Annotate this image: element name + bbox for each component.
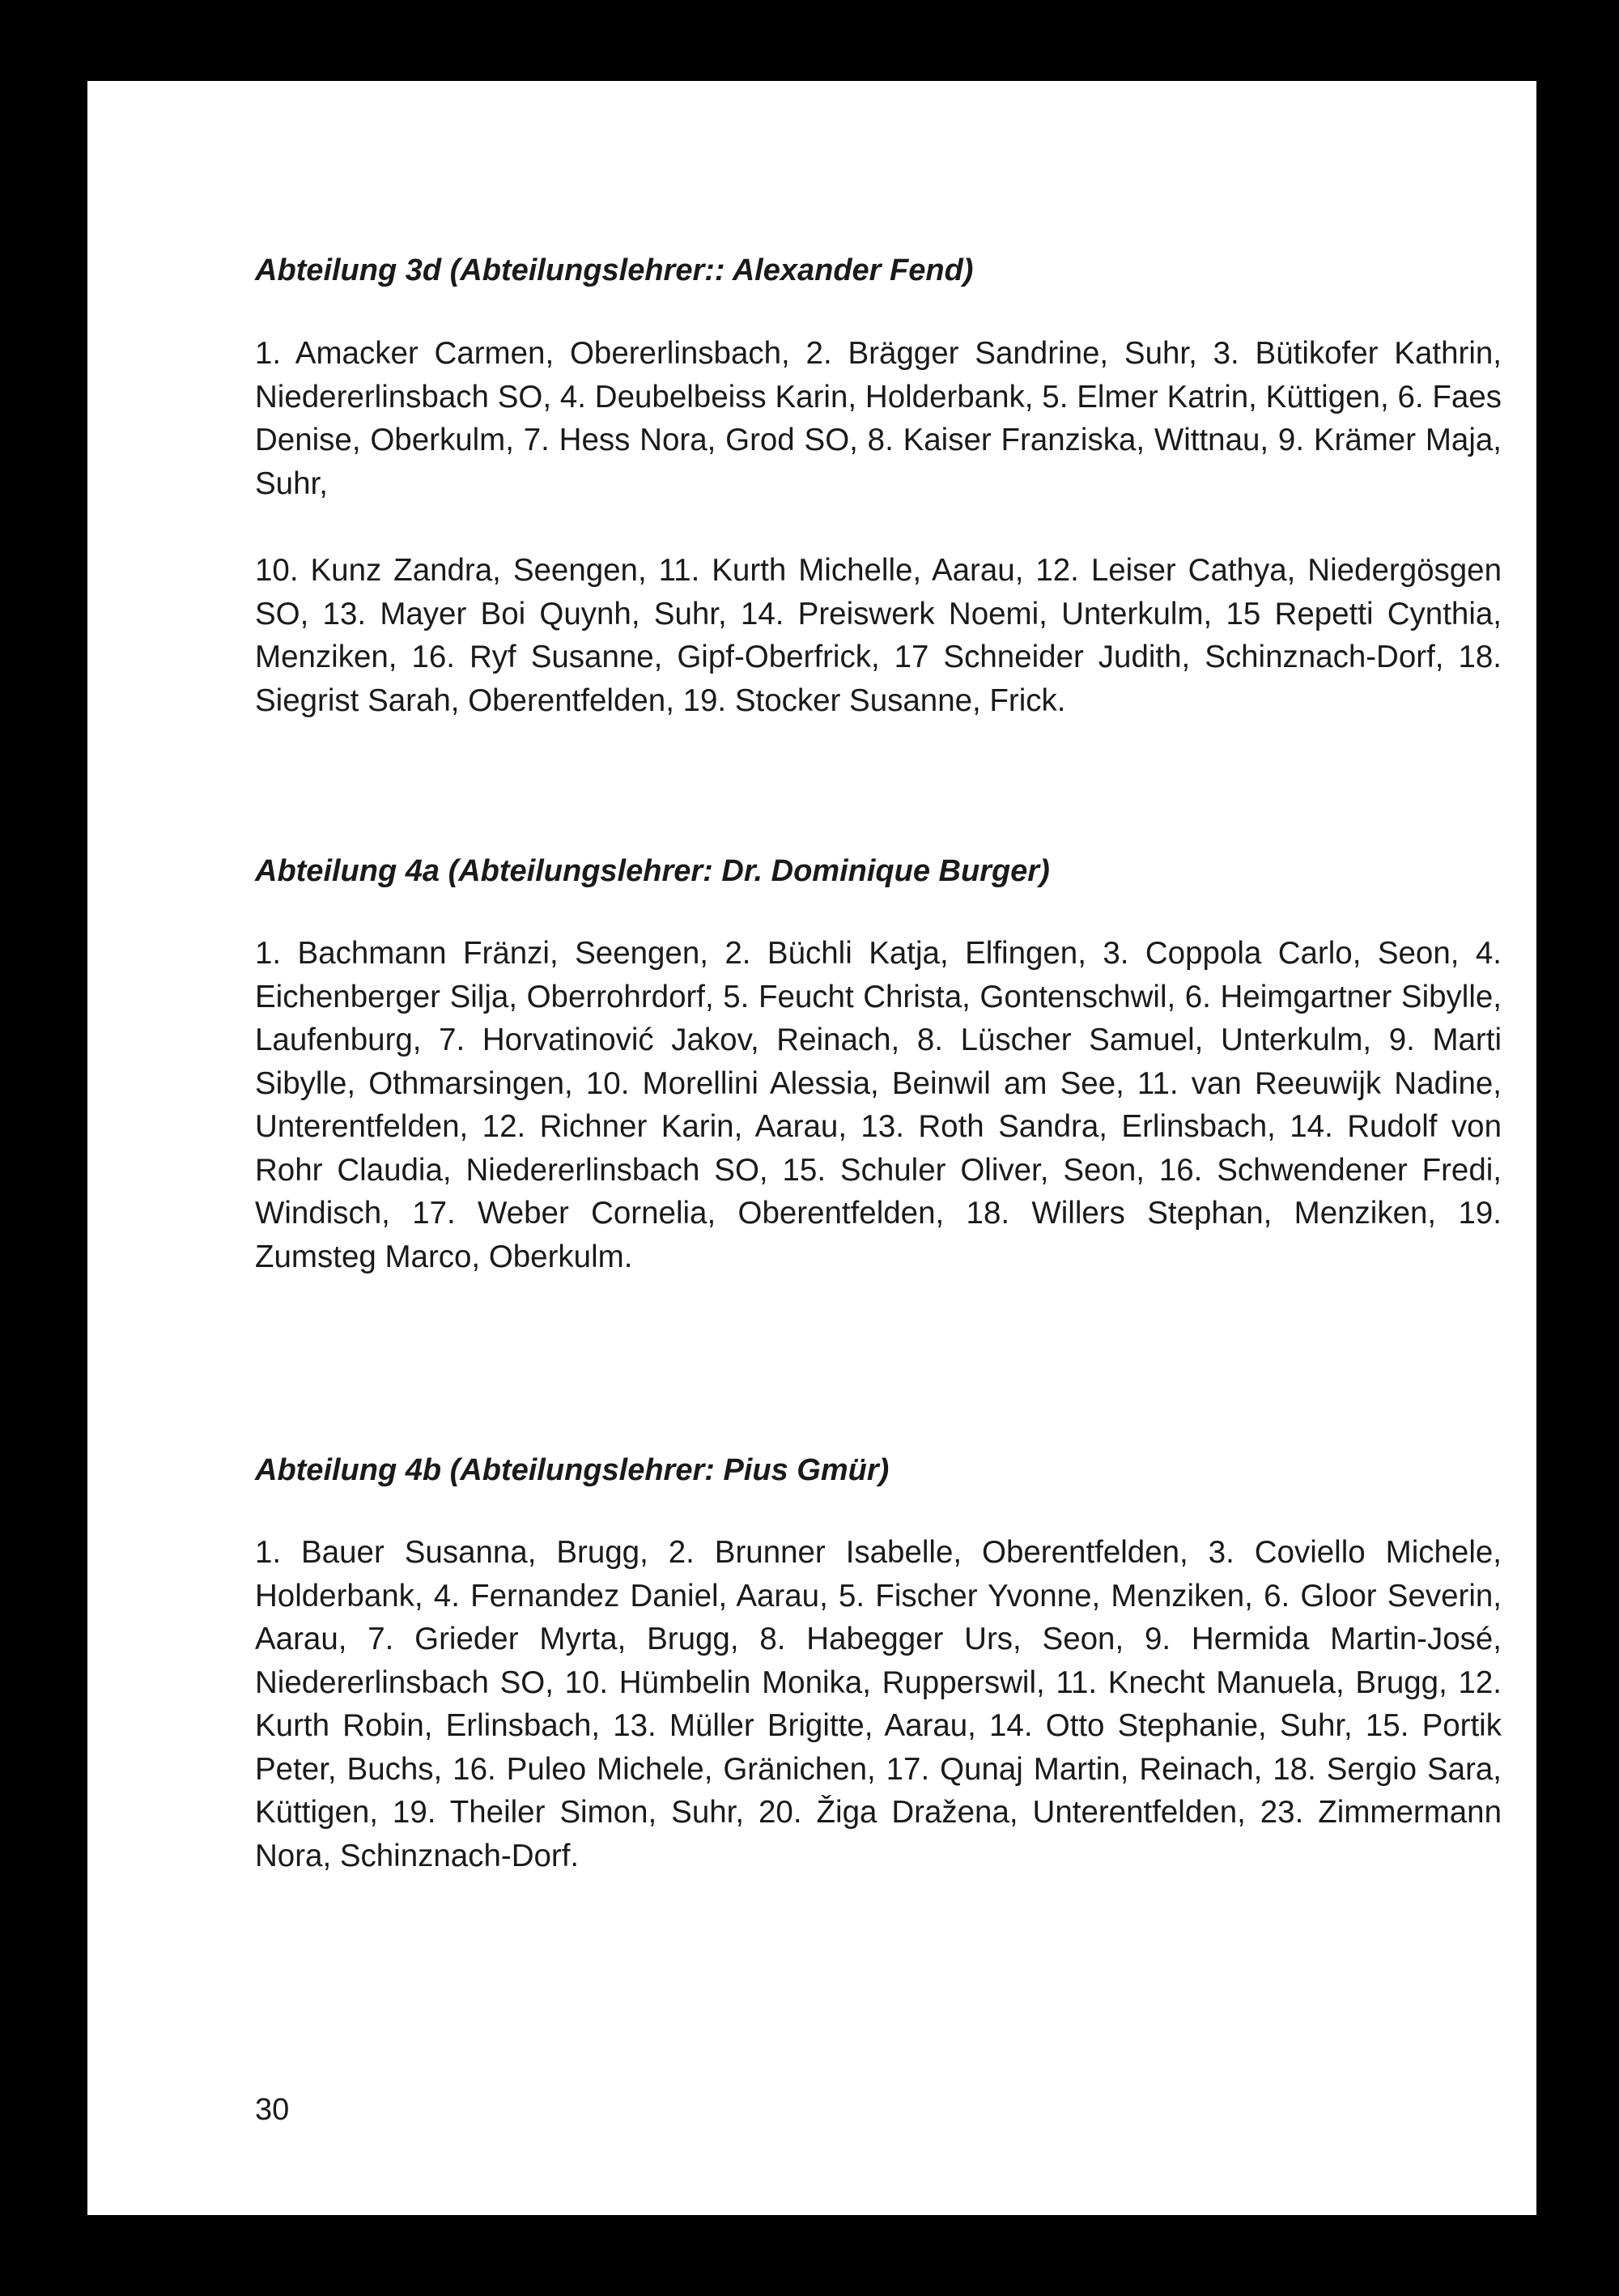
section-4b-list: 1. Bauer Susanna, Brugg, 2. Brunner Isabelle, Oberentfelden, 3. Coviello Michele, Holderbank, 4. Fernandez Daniel, Aarau, 5. Fischer Yvonne, Menziken, 6. Gloor Severin, Aarau, 7. Grieder Myrta, Brugg, 8. Habegger Urs, Seon, 9. Hermida Martin-José, Niedererlinsbach SO, 10. Hümbelin Monika, Rupperswil, 11. Knecht Manuela, Brugg, 12. Kurth Robin, Erlinsbach, 13. Müller Brigitte, Aarau, 14. Otto Stephanie, Suhr, 15. Portik Peter, Buchs, 16. Puleo Michele, Gränichen, 17. Qunaj Martin, Reinach, 18. Sergio Sara, Küttigen, 19. Theiler Simon, Suhr, 20. Žiga Dražena, Unterentfelden, 23. Zimmermann Nora, Schinznach-Dorf.: [255, 1535, 1502, 1873]
page-number: 30: [255, 2093, 290, 2127]
document-page: [87, 81, 1536, 2215]
section-heading-3d: Abteilung 3d (Abteilungslehrer:: Alexander Fend): [255, 253, 974, 287]
section-3d-list-part2: 10. Kunz Zandra, Seengen, 11. Kurth Michelle, Aarau, 12. Leiser Cathya, Niedergösgen SO, 13. Mayer Boi Quynh, Suhr, 14. Preiswerk Noemi, Unterkulm, 15 Repetti Cynthia, Menziken, 16. Ryf Susanne, Gipf-Oberfrick, 17 Schneider Judith, Schinznach-Dorf, 18. Siegrist Sarah, Oberentfelden, 19. Stocker Susanne, Frick.: [255, 553, 1502, 718]
section-3d-list-part1: 1. Amacker Carmen, Obererlinsbach, 2. Brägger Sandrine, Suhr, 3. Bütikofer Kathrin, Niedererlinsbach SO, 4. Deubelbeiss Karin, Holderbank, 5. Elmer Katrin, Küttigen, 6. Faes Denise, Oberkulm, 7. Hess Nora, Grod SO, 8. Kaiser Franziska, Wittnau, 9. Krämer Maja, Suhr,: [255, 336, 1502, 501]
section-heading-4b: Abteilung 4b (Abteilungslehrer: Pius Gmür): [255, 1453, 890, 1487]
section-4a-list: 1. Bachmann Fränzi, Seengen, 2. Büchli Katja, Elfingen, 3. Coppola Carlo, Seon, 4. Eichenberger Silja, Oberrohrdorf, 5. Feucht Christa, Gontenschwil, 6. Heimgartner Sibylle, Laufenburg, 7. Horvatinović Jakov, Reinach, 8. Lüscher Samuel, Unterkulm, 9. Marti Sibylle, Othmarsingen, 10. Morellini Alessia, Beinwil am See, 11. van Reeuwijk Nadine, Unterentfelden, 12. Richner Karin, Aarau, 13. Roth Sandra, Erlinsbach, 14. Rudolf von Rohr Claudia, Niedererlinsbach SO, 15. Schuler Oliver, Seon, 16. Schwendener Fredi, Windisch, 17. Weber Cornelia, Oberentfelden, 18. Willers Stephan, Menziken, 19. Zumsteg Marco, Oberkulm.: [255, 936, 1502, 1274]
section-heading-4a: Abteilung 4a (Abteilungslehrer: Dr. Dominique Burger): [255, 854, 1050, 888]
